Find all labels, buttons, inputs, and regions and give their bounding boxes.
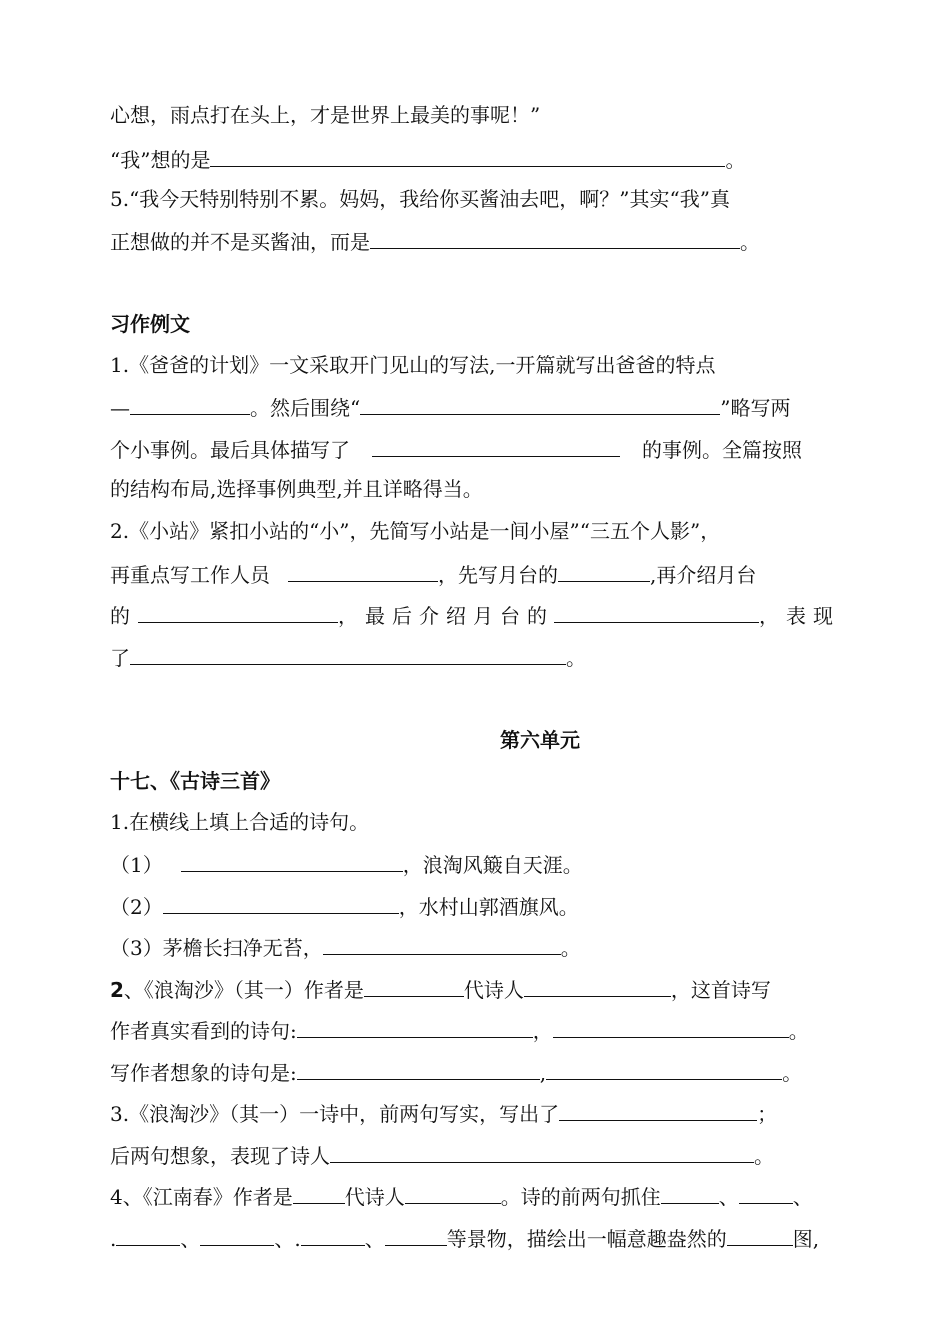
comp-q1-line3 (110, 434, 845, 464)
text: . (110, 1227, 117, 1251)
text: , (539, 1061, 547, 1085)
question-5-line2 (110, 226, 845, 256)
unit-title: 第六单元 (500, 728, 580, 752)
comp-q2-line3 (110, 600, 845, 630)
answer-blank[interactable] (364, 974, 464, 997)
text: ； (757, 1102, 778, 1126)
answer-blank[interactable] (301, 1223, 365, 1246)
answer-blank[interactable] (360, 392, 720, 415)
text: ，浪淘风簸自天涯。 (402, 853, 583, 877)
text: 等景物，描绘出一幅意趣盎然的 (446, 1227, 727, 1251)
text: 再重点写工作人员 (110, 563, 270, 587)
text: 图, (792, 1227, 820, 1251)
text: 。 (566, 646, 586, 670)
lesson-title: 十七、《古诗三首》 (110, 769, 280, 793)
text: 。 (560, 936, 581, 960)
q4-suffix: 。 (725, 148, 746, 172)
answer-blank[interactable] (163, 891, 399, 914)
u6-q1-intro: 1.在横线上填上合适的诗句。 (110, 810, 370, 834)
text: 4、《江南春》作者是 (110, 1185, 293, 1209)
text: ， (532, 1019, 553, 1043)
text: 、《浪淘沙》（其一）作者是 (123, 978, 364, 1002)
answer-blank[interactable] (546, 1057, 782, 1080)
text: 代诗人 (463, 978, 524, 1002)
text: ，先写月台的 (438, 563, 558, 587)
u6-q4-line2 (110, 1223, 845, 1253)
text: ,再介绍月台 (650, 563, 757, 587)
answer-blank[interactable] (200, 1223, 274, 1246)
answer-blank[interactable] (210, 144, 725, 167)
text: 、 (718, 1185, 739, 1209)
u6-q3-line2 (110, 1140, 845, 1170)
comp-q2-line2 (110, 559, 845, 589)
q5-prefix: 正想做的并不是买酱油，而是 (110, 230, 370, 254)
text: 、 (364, 1227, 385, 1251)
u6-q2-line1 (110, 974, 845, 1004)
answer-blank[interactable] (138, 600, 338, 623)
text: 、 (792, 1185, 813, 1209)
text: 。 (788, 1019, 809, 1043)
text: ，这首诗写 (670, 978, 771, 1002)
text: 写作者想象的诗句是: (110, 1061, 297, 1085)
answer-blank[interactable] (554, 600, 759, 623)
answer-blank[interactable] (130, 642, 566, 665)
text: 、. (274, 1227, 301, 1251)
answer-blank[interactable] (297, 1057, 540, 1080)
num: 2 (110, 978, 124, 1002)
text: 。 (782, 1061, 803, 1085)
u6-q4-line1 (110, 1181, 845, 1211)
answer-blank[interactable] (405, 1181, 501, 1204)
comp-q1-line1: 1.《爸爸的计划》一文采取开门见山的写法,一开篇就写出爸爸的特点 (110, 353, 716, 377)
u6-q1-c (110, 932, 845, 962)
answer-blank[interactable] (288, 559, 438, 582)
answer-blank[interactable] (293, 1181, 345, 1204)
label: （1） (110, 853, 163, 877)
u6-q3-line1 (110, 1098, 845, 1128)
answer-blank[interactable] (181, 849, 403, 872)
text: 个小事例。最后具体描写了 (110, 438, 350, 462)
answer-blank[interactable] (116, 1223, 180, 1246)
answer-blank[interactable] (385, 1223, 447, 1246)
text: ，最后介绍月台的 (338, 604, 554, 628)
answer-blank[interactable] (661, 1181, 719, 1204)
u6-q1-b (110, 891, 845, 921)
answer-blank[interactable] (372, 434, 620, 457)
u6-q2-line2 (110, 1015, 845, 1045)
text: 的 (110, 604, 130, 628)
section-heading: 习作例文 (110, 312, 190, 336)
text: 。 (754, 1144, 774, 1168)
text-line: 心想，雨点打在头上，才是世界上最美的事呢！” (110, 103, 541, 127)
answer-blank[interactable] (330, 1140, 754, 1163)
question-4 (110, 144, 845, 174)
answer-blank[interactable] (739, 1181, 793, 1204)
q5-suffix: 。 (740, 230, 760, 254)
comp-q1-line4: 的结构布局,选择事例典型,并且详略得当。 (110, 477, 483, 501)
text: 。诗的前两句抓住 (500, 1185, 661, 1209)
answer-blank[interactable] (559, 1098, 757, 1121)
dash: — (110, 396, 130, 420)
answer-blank[interactable] (297, 1015, 533, 1038)
answer-blank[interactable] (553, 1015, 789, 1038)
text: 作者真实看到的诗句: (110, 1019, 297, 1043)
comp-q2-line4 (110, 642, 845, 672)
text: ，表现 (759, 604, 840, 628)
answer-blank[interactable] (323, 932, 561, 955)
question-5-line1: 5.“我今天特别特别不累。妈妈，我给你买酱油去吧，啊？”其实“我”真 (110, 187, 730, 211)
text: 代诗人 (344, 1185, 405, 1209)
text: 的事例。全篇按照 (642, 438, 802, 462)
answer-blank[interactable] (727, 1223, 793, 1246)
text: （3）茅檐长扫净无苔， (110, 936, 323, 960)
label: （2） (110, 895, 163, 919)
comp-q2-line1: 2.《小站》紧扣小站的“小”，先简写小站是一间小屋”“三五个人影”， (110, 519, 721, 543)
text: ，水村山郭酒旗风。 (398, 895, 579, 919)
text: ”略写两 (720, 396, 791, 420)
answer-blank[interactable] (524, 974, 671, 997)
u6-q1-a (110, 849, 845, 879)
answer-blank[interactable] (130, 392, 250, 415)
comp-q1-line2 (110, 392, 845, 422)
text: 3.《浪淘沙》（其一）一诗中，前两句写实，写出了 (110, 1102, 560, 1126)
text: 。然后围绕“ (250, 396, 361, 420)
text: 后两句想象，表现了诗人 (110, 1144, 330, 1168)
u6-q2-line3 (110, 1057, 845, 1087)
text: 、 (180, 1227, 201, 1251)
answer-blank[interactable] (558, 559, 650, 582)
q4-prefix: “我”想的是 (110, 148, 211, 172)
text: 了 (110, 646, 130, 670)
answer-blank[interactable] (370, 226, 740, 249)
